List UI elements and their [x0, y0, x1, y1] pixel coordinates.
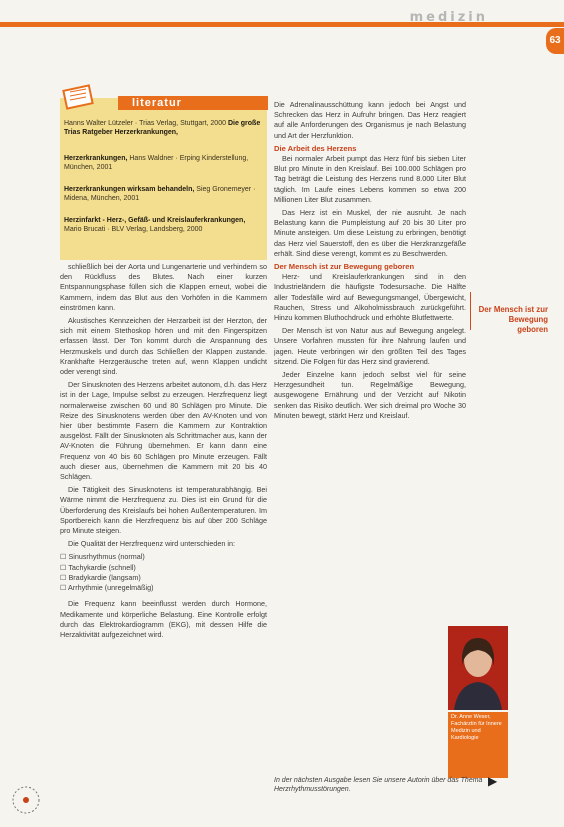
body-paragraph: Das Herz ist ein Muskel, der nie ausruht. Je nach Belastung kann die Pumpleistung auf 20 bis 30 Liter pro Minute ansteigen. Um diese Leistung zu erbringen, benötigt das Herz viel Sauerstoff, den es über die Herzkranzgefäße erhält. Sind diese verengt, kommt es zu Beschwerden. [274, 208, 466, 258]
entry-title: Herzinfarkt - Herz-, Gefäß- und Kreislauferkrankungen, [64, 217, 246, 224]
body-paragraph: Die Tätigkeit des Sinusknotens ist temperaturabhängig. Bei Wärme nimmt die Herzfrequenz zu. Dies ist ein Grund für die Überforderung des Kreislaufs bei hohen Außentemperaturen. Im Sportbereich kann die Herzfrequenz bis auf über 200 Schläge pro Minute steigen. [60, 485, 267, 536]
entry-title: Die große Trias Ratgeber Herzerkrankungen, [64, 120, 261, 136]
entry-author: Hans Waldner · Erping Kinderstellung, München, 2001 [64, 155, 249, 171]
body-paragraph: Der Mensch ist von Natur aus auf Bewegung angelegt. Unsere Vorfahren mussten für ihre Nahrung laufen und jagen. Heute verbringen wir den größten Teil des Tages sitzend. Die Folgen für das Herz sind gravierend. [274, 326, 466, 366]
list-item: ☐ Bradykardie (langsam) [60, 572, 141, 582]
book-icon [62, 82, 96, 112]
literature-entry [64, 186, 262, 203]
next-issue-note: In der nächsten Ausgabe lesen Sie unsere Autorin über das Thema Herzrhythmusstörungen. [274, 777, 483, 793]
subheading: Der Mensch ist zur Bewegung geboren [274, 262, 415, 272]
photo-caption: Dr. Anne Weser, Fachärztin für Innere Medizin und Kardiologie [448, 712, 508, 778]
subheading: Die Arbeit des Herzens [274, 143, 357, 153]
body-paragraph: Jeder Einzelne kann jedoch selbst viel für seine Herzgesundheit tun. Regelmäßige Bewegung, ausgewogene Ernährung und der Verzicht auf Nikotin senken das Risiko deutlich. Wer sich dreimal pro Woche 30 Minuten bewegt, stärkt Herz und Kreislauf. [274, 370, 466, 420]
entry-author: Hanns Walter Lützeler · Trias Verlag, Stuttgart, 2000 [64, 120, 226, 127]
literature-entry [64, 155, 262, 172]
literature-entry [64, 217, 262, 234]
list-item: ☐ Arrhythmie (unregelmäßig) [60, 583, 154, 593]
right-column [274, 100, 466, 770]
body-paragraph: Bei normaler Arbeit pumpt das Herz fünf bis sieben Liter Blut pro Minute in den Kreislauf. Bei 100.000 Schlägen pro Tag beträgt die Leistung des Herzens rund 8.000 Liter Blut täglich. Im Laufe eines Lebens kommen so etwa 200 Millionen Liter Blut zusammen. [274, 154, 466, 204]
body-paragraph: Die Adrenalinausschüttung kann jedoch bei Angst und Schrecken das Herz in Aufruhr bringen. Das Herz reagiert auf alle Anforderungen des Organismus je nach Belastung und Art der Herzfunktion. [274, 100, 466, 140]
body-paragraph: schließlich bei der Aorta und Lungenarterie und verhindern so den Rückfluss des Blutes. Nach einer kurzen Entspannungsphase füllen sich die Klappen erneut, wobei die Kammern, indem das Blut aus den Vorhöfen in die Kammern einströmen kann. [60, 262, 267, 312]
body-paragraph: Die Frequenz kann beeinflusst werden durch Hormone, Medikamente und körperliche Belastung. Eine Kontrolle erfolgt durch das Elektrokardiogramm (EKG), mit dessen Hilfe die Herzaktivität aufgezeichnet wird. [60, 599, 267, 639]
body-paragraph: Akustisches Kennzeichen der Herzarbeit ist der Herzton, der sich mit einem Stethoskop hören und mit den Fingerspitzen erfassen lässt. Der Ton kommt durch die Anspannung des Herzmuskels und durch das Schließen der Klappen zustande. Krankhafte Herzgeräusche treten auf, wenn Klappen undicht oder verengt sind. [60, 316, 267, 377]
left-column [60, 262, 267, 770]
pull-quote: Der Mensch ist zur Bewegung geboren [478, 305, 548, 334]
body-paragraph: Herz- und Kreislauferkrankungen sind in den Industrieländern die häufigste Todesursache. Die Hälfte aller Todesfälle wird auf Bewegungsmangel, Übergewicht, Rauchen, Stress und Alkoholmissbrauch zurückgeführt. Hinzu kommen Bluthochdruck und erhöhte Blutfettwerte. [274, 272, 466, 323]
list-item: ☐ Sinusrhythmus (normal) [60, 552, 145, 562]
page-number: 63 [546, 28, 564, 54]
entry-title: Herzerkrankungen wirksam behandeln, [64, 186, 195, 193]
bullet-list [60, 552, 267, 593]
author-photo [448, 626, 508, 710]
list-item: ☐ Tachykardie (schnell) [60, 562, 136, 572]
entry-title: Herzerkrankungen, [64, 155, 128, 162]
literature-entry [64, 120, 262, 137]
arrow-icon: ▶ [488, 774, 498, 788]
entry-author: Mario Brucati · BLV Verlag, Landsberg, 2000 [64, 225, 203, 233]
literature-heading: literatur [118, 96, 268, 110]
section-title: medizin [409, 10, 488, 25]
publisher-logo [10, 778, 42, 822]
entry-author: Sieg Gronemeyer · Midena, München, 2001 [64, 186, 256, 202]
portrait-image [448, 626, 508, 710]
pull-quote-rule [470, 292, 471, 330]
body-paragraph: Die Qualität der Herzfrequenz wird unterschieden in: [68, 539, 235, 549]
body-paragraph: Der Sinusknoten des Herzens arbeitet autonom, d.h. das Herz ist in der Lage, Impulse selbst zu erzeugen. Herzfrequenz liegt normalerweise zwischen 60 und 80 Schlägen pro Minute. Die Reize des Sinusknotens werden über den AV-Knoten und von hier über bestimmte Fasern die Kammern zur Kontraktion ausgelöst. Fällt der Sinusknoten als Schrittmacher aus, kann der AV-Knoten die Führung übernehmen. Er kann dann eine Frequenz von 40 bis 60 Schlägen pro Minute erzeugen. Fällt auch dieser aus, übernehmen die Kammern mit 20 bis 40 Schlägen. [60, 380, 267, 482]
